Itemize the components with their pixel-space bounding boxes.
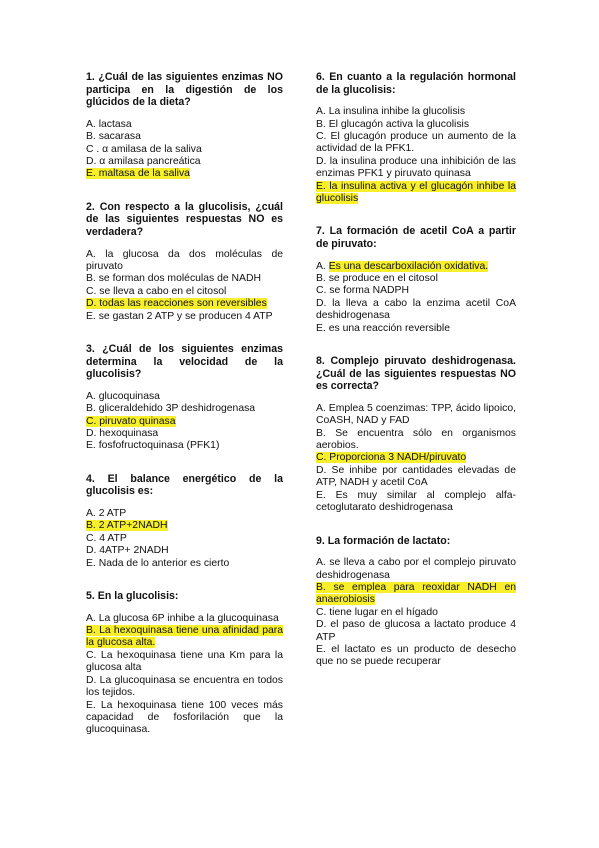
option: E. La hexoquinasa tiene 100 veces más capacidad de fosforilación que la glucoquinasa. (86, 699, 283, 736)
question-block (86, 590, 283, 737)
highlight-mark: C. Proporciona 3 NADH/piruvato (316, 452, 467, 464)
option: A. 2 ATP (86, 508, 127, 520)
option: C. El glucagón produce un aumento de la actividad de la PFK1. (316, 131, 516, 155)
highlight-mark: B. se emplea para reoxidar NADH en anaerobiosis (316, 581, 516, 606)
highlight-mark: Es una descarboxilación oxidativa. (328, 260, 489, 272)
option-highlighted (316, 261, 516, 273)
option-list (316, 403, 516, 515)
option: B. se produce en el citosol (316, 273, 438, 285)
option: D. α amilasa pancreática (86, 156, 201, 167)
option: B. El glucagón activa la glucolisis (316, 118, 470, 130)
option: D. el paso de glucosa a lactato produce 4 ATP (316, 619, 516, 643)
right-column (316, 71, 516, 689)
highlight-mark: B. La hexoquinasa tiene una afinidad para la glucosa alta. (86, 625, 283, 649)
option: D. 4ATP+ 2NADH (86, 545, 169, 557)
question-block (86, 473, 283, 570)
option-list (316, 261, 516, 335)
option-list (86, 613, 283, 737)
question-title: 1. ¿Cuál de las siguientes enzimas NO participa en la digestión de los glúcidos de la dieta? (86, 71, 283, 109)
left-column (86, 71, 283, 757)
option-highlighted (316, 582, 516, 607)
question-block (86, 343, 283, 453)
question-title: 8. Complejo piruvato deshidrogenasa. ¿Cuál de las siguientes respuestas NO es correcta? (316, 355, 516, 393)
option: C. tiene lugar en el hígado (316, 606, 438, 618)
option: B. se forman dos moléculas de NADH (86, 273, 261, 285)
option-list (86, 119, 283, 181)
option: E. Es muy similar al complejo alfa-cetoglutarato deshidrogenasa (316, 489, 516, 514)
option: C. se lleva a cabo en el citosol (86, 285, 227, 297)
option-prefix: A. (316, 260, 329, 272)
option: A. la glucosa da dos moléculas de piruvato (86, 248, 283, 272)
option: A. La glucosa 6P inhibe a la glucoquinasa (86, 612, 279, 624)
highlight-mark: D. todas las reacciones son reversibles (86, 298, 267, 310)
question-block (316, 225, 516, 335)
option-highlighted (86, 298, 283, 310)
option: B. Se encuentra sólo en organismos aerobios. (316, 427, 516, 452)
highlight-mark: E. maltasa de la saliva (86, 168, 190, 180)
option: C. se forma NADPH (316, 285, 409, 297)
option: A. glucoquinasa (86, 390, 160, 402)
option-highlighted (86, 168, 283, 180)
question-title: 3. ¿Cuál de los siguientes enzimas determina la velocidad de la glucolisis? (86, 343, 283, 381)
option-highlighted (86, 416, 283, 428)
option: E. se gastan 2 ATP y se producen 4 ATP (86, 310, 273, 322)
highlight-mark: C. piruvato quinasa (86, 415, 176, 427)
option: B. sacarasa (86, 131, 141, 143)
option: E. es una reacción reversible (316, 322, 450, 334)
option: D. La glucoquinasa se encuentra en todos los tejidos. (86, 674, 283, 699)
option-list (86, 391, 283, 453)
option: E. Nada de lo anterior es cierto (86, 557, 230, 569)
option-highlighted (86, 520, 283, 532)
option: E. fosfofructoquinasa (PFK1) (86, 440, 220, 452)
question-title: 6. En cuanto a la regulación hormonal de la glucolisis: (316, 71, 516, 96)
question-block (86, 201, 283, 323)
option: C . α amilasa de la saliva (86, 143, 202, 155)
question-title: 9. La formación de lactato: (316, 534, 451, 547)
option: E. el lactato es un producto de desecho que no se puede recuperar (316, 643, 516, 668)
question-title: 2. Con respecto a la glucolisis, ¿cuál de las siguientes respuestas NO es verdadera? (86, 200, 283, 238)
option: A. La insulina inhibe la glucolisis (316, 106, 466, 118)
question-block (316, 355, 516, 514)
question-title: 5. En la glucolisis: (86, 590, 179, 603)
option-list (86, 249, 283, 323)
option-list (316, 106, 516, 205)
option: B. gliceraldehido 3P deshidrogenasa (86, 403, 256, 415)
option: A. Emplea 5 coenzimas: TPP, ácido lipoico, CoASH, NAD y FAD (316, 402, 516, 427)
question-title: 7. La formación de acetil CoA a partir de piruvato: (316, 225, 516, 251)
question-block (316, 535, 516, 669)
question-title: 4. El balance energético de la glucolisis es: (86, 472, 283, 498)
option: A. lactasa (86, 118, 132, 130)
option-list (316, 557, 516, 669)
question-block (316, 71, 516, 205)
option: C. 4 ATP (86, 532, 127, 544)
option: A. se lleva a cabo por el complejo piruvato deshidrogenasa (316, 557, 516, 581)
option-highlighted (316, 181, 516, 206)
option-list (86, 508, 283, 570)
question-block (86, 71, 283, 181)
option: D. hexoquinasa (86, 428, 159, 440)
option: D. la insulina produce una inhibición de las enzimas PFK1 y piruvato quinasa (316, 155, 516, 180)
highlight-mark: B. 2 ATP+2NADH (86, 520, 168, 532)
option: D. Se inhibe por cantidades elevadas de ATP, NADH y acetil CoA (316, 464, 516, 489)
option: C. La hexoquinasa tiene una Km para la glucosa alta (86, 649, 283, 674)
option-highlighted (86, 625, 283, 650)
highlight-mark: E. la insulina activa y el glucagón inhibe la glucolisis (316, 180, 516, 205)
option-highlighted (316, 452, 516, 464)
option: D. la lleva a cabo la enzima acetil CoA deshidrogenasa (316, 297, 516, 322)
